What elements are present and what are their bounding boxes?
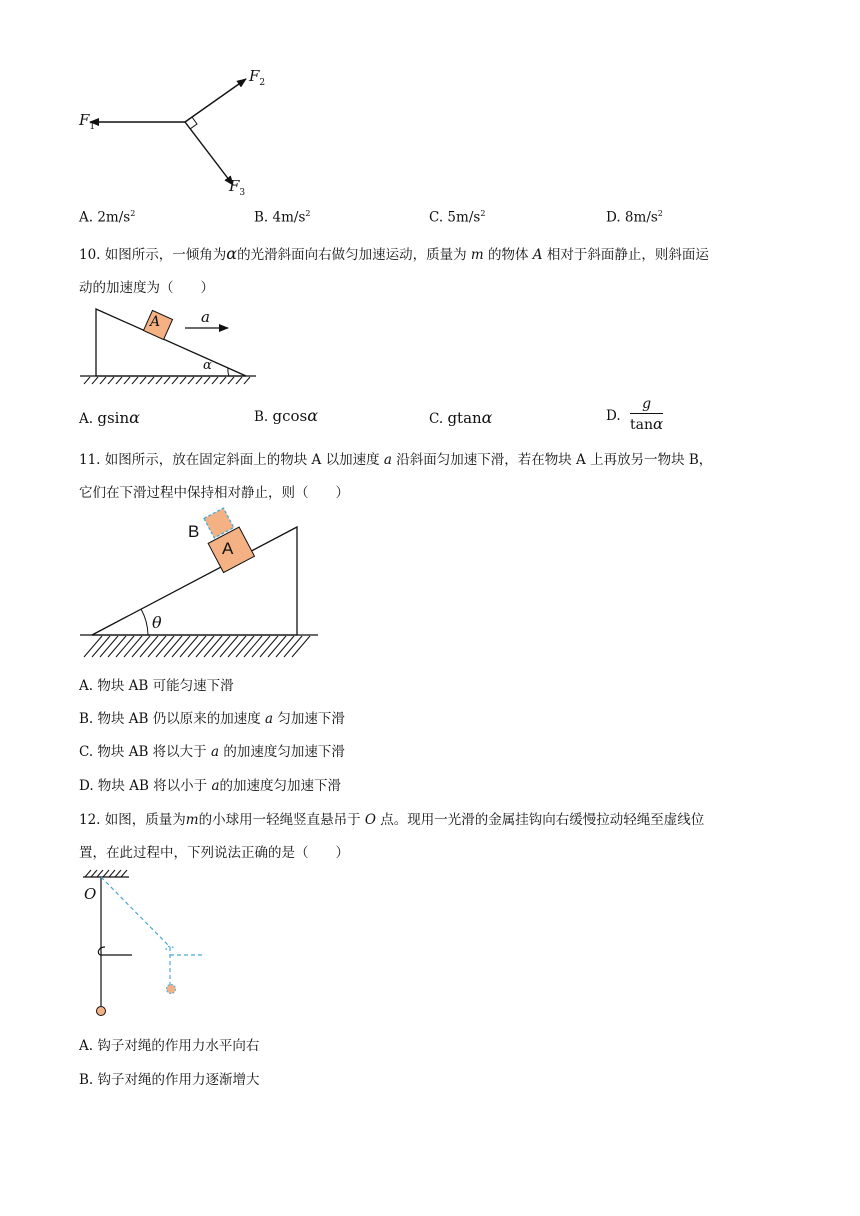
angle-label: α [203,358,212,373]
q10-option-a[interactable]: A. gsinα [79,408,140,427]
q11-option-b[interactable]: B. 物块 AB 仍以原来的加速度 a 匀加速下滑 [79,711,345,727]
q12-stem-line1: 12. 如图，质量为m的小球用一轻绳竖直悬吊于 O 点。现用一光滑的金属挂钩向右缓慢拉动轻绳至虚线位 [79,812,705,828]
q9-option-a[interactable]: A. $2m/s^2$ [79,209,136,226]
f3-label: $F_3$ [229,177,246,198]
q10-option-d-fraction[interactable]: $\frac{g}{\tan\alpha}$ [630,396,664,433]
q11-stem-line2: 它们在下滑过程中保持相对静止，则（ ） [79,485,349,501]
q12-option-a[interactable]: A. 钩子对绳的作用力水平向右 [79,1038,260,1054]
f2-label: $F_2$ [249,67,266,88]
ball-dashed [167,985,176,994]
q12-option-b[interactable]: B. 钩子对绳的作用力逐渐增大 [79,1072,260,1088]
block-b-label: B [188,522,200,541]
q10-option-d[interactable]: D. [606,408,621,424]
q9-option-b[interactable]: B. $4m/s^2$ [254,209,311,226]
q10-option-b[interactable]: B. gcosα [254,406,319,425]
rope-dashed [101,877,170,947]
theta-label: θ [152,613,162,632]
q12-stem-line2: 置，在此过程中，下列说法正确的是（ ） [79,845,349,861]
q11-option-c[interactable]: C. 物块 AB 将以大于 a 的加速度匀加速下滑 [79,744,345,760]
block-a-label: A [222,539,234,558]
q10-option-c[interactable]: C. gtanα [429,408,493,427]
point-o-label: O [84,885,97,903]
block-a-label: A [150,314,161,330]
q9-option-d[interactable]: D. $8m/s^2$ [606,209,663,226]
ball [97,1007,106,1016]
q11-stem-line1: 11. 如图所示，放在固定斜面上的物块 A 以加速度 a 沿斜面匀加速下滑，若在物块 A 上再放另一物块 B， [79,452,713,468]
q11-option-d[interactable]: D. 物块 AB 将以小于 a的加速度匀加速下滑 [79,778,342,794]
q10-stem-line2: 动的加速度为（ ） [79,280,214,296]
q11-option-a[interactable]: A. 物块 AB 可能匀速下滑 [79,678,234,694]
f1-label: $F_1$ [79,111,96,132]
q9-option-c[interactable]: C. $5m/s^2$ [429,209,486,226]
hook [98,947,132,955]
q10-stem-line1: 10. 如图所示，一倾角为α的光滑斜面向右做匀加速运动，质量为 m 的物体 A 相对于斜面静止，则斜面运 [79,244,709,263]
acceleration-label: a [201,308,210,326]
